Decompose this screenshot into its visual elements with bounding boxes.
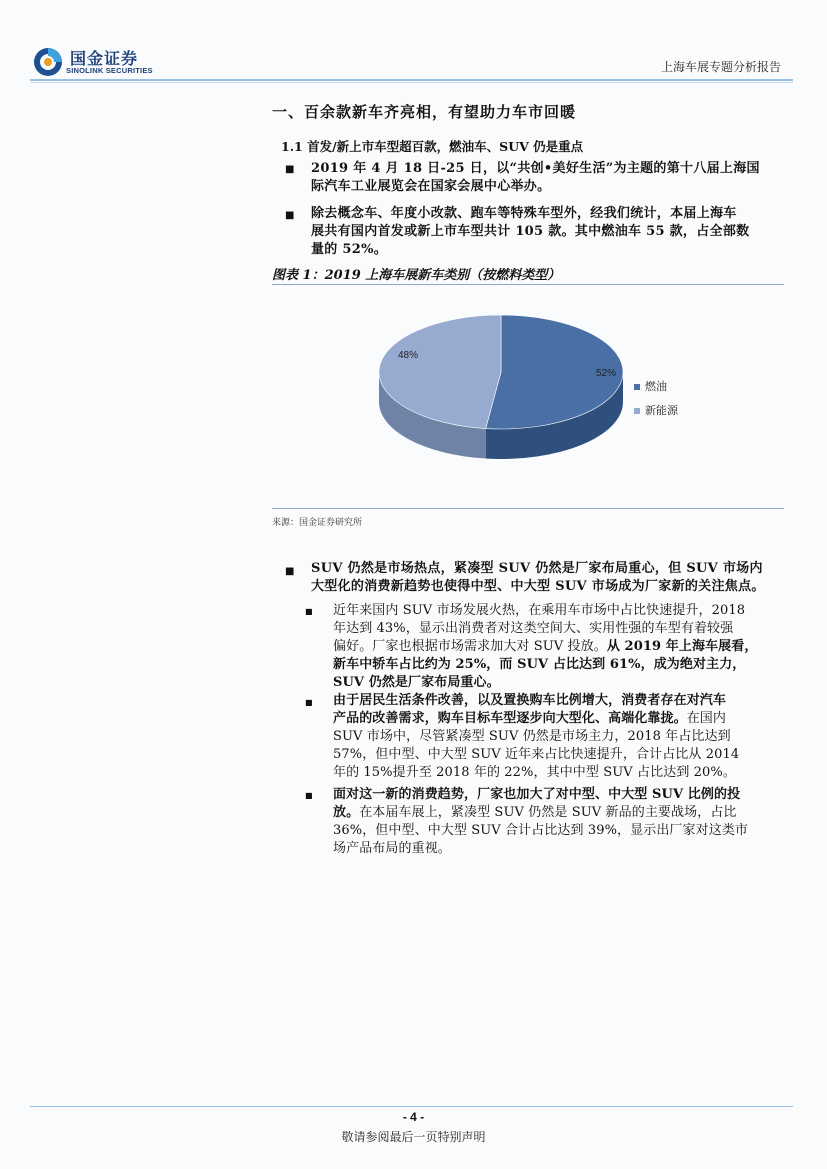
sinolink-logo-icon (32, 46, 64, 78)
bullet-square-icon: ■ (285, 210, 295, 221)
bullet-paragraph-main: SUV 仍然是市场热点，紧凑型 SUV 仍然是厂家布局重心，但 SUV 市场内 大型化的消费新趋势也使得中型、中大型 SUV 市场成为厂家新的关注焦点。 (311, 561, 765, 594)
bullet-square-icon: ■ (285, 566, 295, 577)
section-title: 一、百余款新车齐亮相，有望助力车市回暖 (272, 103, 577, 121)
logo-text-en: SINOLINK SECURITIES (66, 66, 153, 75)
sub-bullet-icon: ■ (305, 607, 313, 616)
legend-swatch-fuel (634, 384, 640, 390)
legend-item-fuel (634, 378, 667, 394)
bullet-paragraph-1: 2019 年 4 月 18 日-25 日，以“共创•美好生活”为主题的第十八届上海国 际汽车工业展览会在国家会展中心举办。 (311, 161, 760, 194)
legend-label-fuel: 燃油 (645, 381, 667, 393)
pie-data-label-0: 52% (596, 368, 617, 379)
logo-text-cn: 国金证券 (70, 49, 139, 68)
sub-paragraph-3: 面对这一新的消费趋势，厂家也加大了对中型、中大型 SUV 比例的投 放。在本届车展上，紧凑型 SUV 仍然是 SUV 新品的主要战场，占比 36%，但中型、中大型 SUV 合计占比达到 39%，显示出厂家对这类市 场产品布局的重视。 (333, 787, 749, 856)
footer-divider (30, 1106, 793, 1107)
bullet-paragraph-2: 除去概念车、年度小改款、跑车等特殊车型外，经我们统计，本届上海车 展共有国内首发或新上市车型共计 105 款。其中燃油车 55 款，占全部数 量的 52%。 (311, 206, 750, 257)
header-divider-thin (30, 82, 793, 83)
figure-bottom-rule (272, 508, 784, 509)
figure-top-rule (272, 284, 784, 285)
sub-bullet-icon: ■ (305, 698, 313, 707)
pie-chart (360, 300, 660, 470)
legend-swatch-nev (634, 408, 640, 414)
bullet-square-icon: ■ (285, 164, 295, 175)
report-title: 上海车展专题分析报告 (660, 60, 781, 74)
section-subtitle: 1.1 首发/新上市车型超百款，燃油车、SUV 仍是重点 (281, 139, 584, 154)
pie-data-label-1: 48% (398, 350, 419, 361)
legend-label-nev: 新能源 (645, 405, 678, 417)
header-divider (30, 79, 793, 81)
page-number: - 4 - (402, 1110, 425, 1124)
sub-paragraph-2: 由于居民生活条件改善，以及置换购车比例增大，消费者存在对汽车 产品的改善需求，购车目标车型逐步向大型化、高端化靠拢。在国内 SUV 市场中，尽管紧凑型 SUV 仍然是市场主力，2018 年占比达到 57%，但中型、中大型 SUV 近年来占比快速提升，合计占比从 2014 年的 15%提升至 2018 年的 22%，其中中型 SUV 占比达到 20%。 (333, 693, 740, 780)
sub-bullet-icon: ■ (305, 791, 313, 800)
footer-disclaimer: 敬请参阅最后一页特别声明 (341, 1130, 486, 1144)
figure-title: 图表 1：2019 上海车展新车类别（按燃料类型） (272, 268, 561, 283)
sub-paragraph-1: 近年来国内 SUV 市场发展火热，在乘用车市场中占比快速提升，2018 年达到 43%，显示出消费者对这类空间大、实用性强的车型有着较强 偏好。厂家也根据市场需求加大对 SUV 投放。从 2019 年上海车展看， 新车中轿车占比约为 25%，而 SUV 占比达到 61%，成为绝对主力， SUV 仍然是厂家布局重心。 (333, 603, 758, 690)
figure-source: 来源：国金证券研究所 (272, 518, 363, 528)
legend-item-nev (634, 402, 678, 418)
